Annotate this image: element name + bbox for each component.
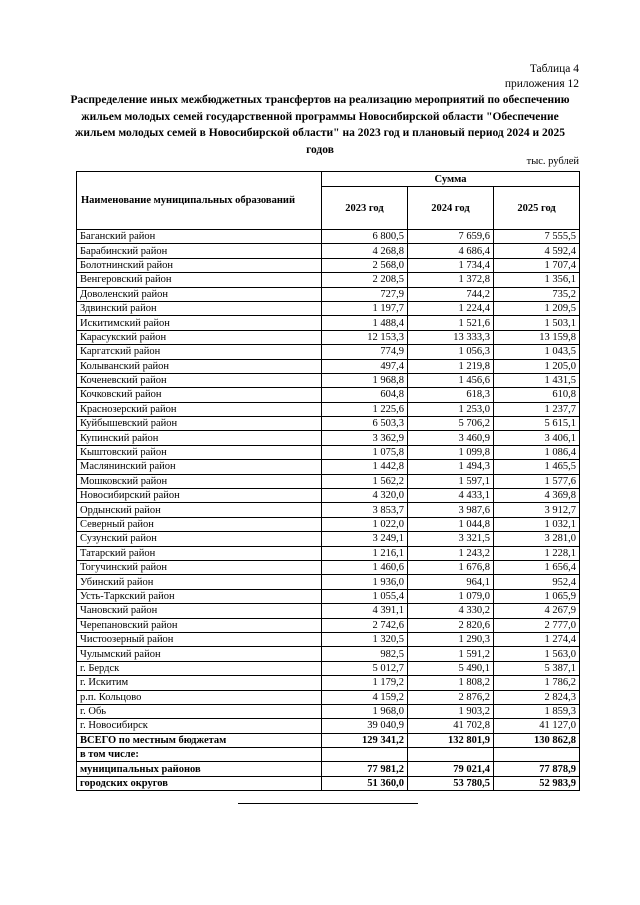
table-row <box>77 647 580 661</box>
amount-2025-cell: 3 406,1 <box>494 431 580 445</box>
amount-2025-cell: 3 912,7 <box>494 503 580 517</box>
municipal-districts-row <box>77 762 580 776</box>
amount-2025-cell: 1 859,3 <box>494 704 580 718</box>
municipality-name-cell: Тогучинский район <box>77 560 322 574</box>
table-row <box>77 517 580 531</box>
municipality-name-cell: г. Новосибирск <box>77 719 322 733</box>
table-row <box>77 546 580 560</box>
amount-2023-cell: 12 153,3 <box>322 330 408 344</box>
municipality-name-cell: Сузунский район <box>77 532 322 546</box>
units-label: тыс. рублей <box>526 156 579 167</box>
amount-2025-cell: 952,4 <box>494 575 580 589</box>
bottom-divider <box>238 803 418 804</box>
table-row <box>77 273 580 287</box>
municipality-name-cell: Здвинский район <box>77 301 322 315</box>
column-header-2024: 2024 год <box>408 187 494 230</box>
amount-2023-cell: 3 853,7 <box>322 503 408 517</box>
table-row <box>77 489 580 503</box>
amount-2024-cell: 1 219,8 <box>408 359 494 373</box>
table-row <box>77 388 580 402</box>
amount-2025-cell: 41 127,0 <box>494 719 580 733</box>
amount-2025-cell: 1 356,1 <box>494 273 580 287</box>
total-2025: 130 862,8 <box>494 733 580 747</box>
table-row <box>77 632 580 646</box>
municipality-name-cell: Чановский район <box>77 604 322 618</box>
amount-2025-cell: 2 777,0 <box>494 618 580 632</box>
amount-2023-cell: 4 268,8 <box>322 244 408 258</box>
table-row <box>77 301 580 315</box>
amount-2025-cell: 1 707,4 <box>494 258 580 272</box>
amount-2025-cell: 1 065,9 <box>494 589 580 603</box>
amount-2024-cell: 1 591,2 <box>408 647 494 661</box>
amount-2024-cell: 13 333,3 <box>408 330 494 344</box>
municipality-name-cell: р.п. Кольцово <box>77 690 322 704</box>
amount-2024-cell: 3 460,9 <box>408 431 494 445</box>
amount-2023-cell: 2 208,5 <box>322 273 408 287</box>
table-row <box>77 345 580 359</box>
table-row <box>77 575 580 589</box>
amount-2025-cell: 1 577,6 <box>494 474 580 488</box>
table-row <box>77 460 580 474</box>
column-header-2025: 2025 год <box>494 187 580 230</box>
municipality-name-cell: Мошковский район <box>77 474 322 488</box>
amount-2025-cell: 1 503,1 <box>494 316 580 330</box>
municipality-name-cell: Убинский район <box>77 575 322 589</box>
appendix-label: приложения 12 <box>504 78 579 90</box>
amount-2023-cell: 4 159,2 <box>322 690 408 704</box>
urban-2025: 52 983,9 <box>494 776 580 790</box>
amount-2024-cell: 1 734,4 <box>408 258 494 272</box>
municipality-name-cell: Венгеровский район <box>77 273 322 287</box>
municipality-name-cell: Купинский район <box>77 431 322 445</box>
table-row <box>77 474 580 488</box>
amount-2024-cell: 1 808,2 <box>408 676 494 690</box>
municipality-name-cell: Новосибирский район <box>77 489 322 503</box>
municipality-name-cell: Баганский район <box>77 230 322 244</box>
amount-2024-cell: 3 321,5 <box>408 532 494 546</box>
amount-2024-cell: 4 433,1 <box>408 489 494 503</box>
table-row <box>77 661 580 675</box>
amount-2024-cell: 1 224,4 <box>408 301 494 315</box>
amount-2023-cell: 1 488,4 <box>322 316 408 330</box>
amount-2025-cell: 4 592,4 <box>494 244 580 258</box>
municipality-name-cell: Маслянинский район <box>77 460 322 474</box>
amount-2025-cell: 1 228,1 <box>494 546 580 560</box>
table-row <box>77 589 580 603</box>
amount-2024-cell: 4 686,4 <box>408 244 494 258</box>
table-row <box>77 359 580 373</box>
amount-2024-cell: 1 676,8 <box>408 560 494 574</box>
amount-2024-cell: 1 521,6 <box>408 316 494 330</box>
amount-2025-cell: 4 267,9 <box>494 604 580 618</box>
total-2024: 132 801,9 <box>408 733 494 747</box>
document-title: Распределение иных межбюджетных трансфертов на реализацию мероприятий по обеспечению жильем молодых семей государственной программы Новосибирской области "Обеспечение жильем молодых семей в Новосибирской области" на 2023 год и плановый период 2024 и 2025 годов <box>70 94 570 156</box>
amount-2023-cell: 1 936,0 <box>322 575 408 589</box>
amount-2023-cell: 1 225,6 <box>322 402 408 416</box>
table-row <box>77 503 580 517</box>
amount-2024-cell: 1 253,0 <box>408 402 494 416</box>
amount-2025-cell: 735,2 <box>494 287 580 301</box>
amount-2023-cell: 1 442,8 <box>322 460 408 474</box>
amount-2023-cell: 2 568,0 <box>322 258 408 272</box>
amount-2023-cell: 1 055,4 <box>322 589 408 603</box>
amount-2023-cell: 1 968,0 <box>322 704 408 718</box>
municipality-name-cell: Кочковский район <box>77 388 322 402</box>
municipality-name-cell: г. Обь <box>77 704 322 718</box>
amount-2025-cell: 1 465,5 <box>494 460 580 474</box>
total-label: ВСЕГО по местным бюджетам <box>77 733 322 747</box>
amount-2023-cell: 1 320,5 <box>322 632 408 646</box>
including-empty-2024 <box>408 748 494 762</box>
municipality-name-cell: г. Бердск <box>77 661 322 675</box>
urban-label: городских округов <box>77 776 322 790</box>
amount-2025-cell: 3 281,0 <box>494 532 580 546</box>
amount-2025-cell: 1 431,5 <box>494 373 580 387</box>
amount-2024-cell: 1 079,0 <box>408 589 494 603</box>
urban-2023: 51 360,0 <box>322 776 408 790</box>
amount-2025-cell: 5 615,1 <box>494 417 580 431</box>
municipal-2024: 79 021,4 <box>408 762 494 776</box>
municipality-name-cell: Доволенский район <box>77 287 322 301</box>
amount-2024-cell: 3 987,6 <box>408 503 494 517</box>
amount-2025-cell: 7 555,5 <box>494 230 580 244</box>
amount-2023-cell: 1 197,7 <box>322 301 408 315</box>
amount-2023-cell: 3 249,1 <box>322 532 408 546</box>
amount-2025-cell: 1 043,5 <box>494 345 580 359</box>
including-empty-2025 <box>494 748 580 762</box>
amount-2024-cell: 4 330,2 <box>408 604 494 618</box>
including-row <box>77 748 580 762</box>
table-row <box>77 560 580 574</box>
amount-2023-cell: 1 216,1 <box>322 546 408 560</box>
table-row <box>77 244 580 258</box>
table-row <box>77 258 580 272</box>
municipality-name-cell: Усть-Таркский район <box>77 589 322 603</box>
amount-2025-cell: 1 274,4 <box>494 632 580 646</box>
municipal-2023: 77 981,2 <box>322 762 408 776</box>
municipality-name-cell: Кыштовский район <box>77 445 322 459</box>
amount-2024-cell: 1 099,8 <box>408 445 494 459</box>
amount-2025-cell: 5 387,1 <box>494 661 580 675</box>
table-label: Таблица 4 <box>529 63 579 75</box>
amount-2024-cell: 1 056,3 <box>408 345 494 359</box>
amount-2023-cell: 5 012,7 <box>322 661 408 675</box>
table-row <box>77 719 580 733</box>
table-row <box>77 417 580 431</box>
amount-2023-cell: 1 022,0 <box>322 517 408 531</box>
amount-2024-cell: 744,2 <box>408 287 494 301</box>
municipal-2025: 77 878,9 <box>494 762 580 776</box>
amount-2024-cell: 2 876,2 <box>408 690 494 704</box>
total-row <box>77 733 580 747</box>
amount-2023-cell: 6 503,3 <box>322 417 408 431</box>
municipal-label: муниципальных районов <box>77 762 322 776</box>
amount-2023-cell: 4 320,0 <box>322 489 408 503</box>
municipality-name-cell: Карасукский район <box>77 330 322 344</box>
table-row <box>77 690 580 704</box>
urban-2024: 53 780,5 <box>408 776 494 790</box>
amount-2023-cell: 1 075,8 <box>322 445 408 459</box>
amount-2025-cell: 1 032,1 <box>494 517 580 531</box>
municipality-name-cell: Каргатский район <box>77 345 322 359</box>
amount-2023-cell: 982,5 <box>322 647 408 661</box>
municipality-name-cell: Колыванский район <box>77 359 322 373</box>
municipality-name-cell: Ордынский район <box>77 503 322 517</box>
table-row <box>77 402 580 416</box>
amount-2023-cell: 39 040,9 <box>322 719 408 733</box>
amount-2024-cell: 1 903,2 <box>408 704 494 718</box>
amount-2023-cell: 604,8 <box>322 388 408 402</box>
amount-2023-cell: 497,4 <box>322 359 408 373</box>
amount-2025-cell: 13 159,8 <box>494 330 580 344</box>
amount-2023-cell: 3 362,9 <box>322 431 408 445</box>
amount-2024-cell: 1 243,2 <box>408 546 494 560</box>
table-row <box>77 316 580 330</box>
municipality-name-cell: Искитимский район <box>77 316 322 330</box>
amount-2024-cell: 1 456,6 <box>408 373 494 387</box>
table-row <box>77 704 580 718</box>
table-row <box>77 532 580 546</box>
table-row <box>77 604 580 618</box>
municipality-name-cell: г. Искитим <box>77 676 322 690</box>
table-row <box>77 445 580 459</box>
amount-2025-cell: 610,8 <box>494 388 580 402</box>
amount-2024-cell: 1 044,8 <box>408 517 494 531</box>
municipality-name-cell: Куйбышевский район <box>77 417 322 431</box>
table-row <box>77 330 580 344</box>
municipality-name-cell: Черепановский район <box>77 618 322 632</box>
table-row <box>77 618 580 632</box>
total-2023: 129 341,2 <box>322 733 408 747</box>
amount-2023-cell: 2 742,6 <box>322 618 408 632</box>
amount-2023-cell: 1 179,2 <box>322 676 408 690</box>
table-row <box>77 431 580 445</box>
table-row <box>77 373 580 387</box>
amount-2024-cell: 5 706,2 <box>408 417 494 431</box>
amount-2024-cell: 964,1 <box>408 575 494 589</box>
municipality-name-cell: Северный район <box>77 517 322 531</box>
amount-2024-cell: 1 494,3 <box>408 460 494 474</box>
amount-2025-cell: 1 563,0 <box>494 647 580 661</box>
table-body <box>77 230 580 734</box>
amount-2025-cell: 1 205,0 <box>494 359 580 373</box>
municipality-name-cell: Болотнинский район <box>77 258 322 272</box>
table-row <box>77 287 580 301</box>
column-header-sum: Сумма <box>322 172 580 187</box>
amount-2024-cell: 5 490,1 <box>408 661 494 675</box>
table-summary <box>77 733 580 791</box>
amount-2023-cell: 6 800,5 <box>322 230 408 244</box>
urban-districts-row <box>77 776 580 790</box>
transfers-table <box>76 171 580 791</box>
amount-2024-cell: 7 659,6 <box>408 230 494 244</box>
table-row <box>77 230 580 244</box>
amount-2025-cell: 2 824,3 <box>494 690 580 704</box>
amount-2024-cell: 1 372,8 <box>408 273 494 287</box>
including-empty-2023 <box>322 748 408 762</box>
amount-2025-cell: 1 086,4 <box>494 445 580 459</box>
amount-2025-cell: 1 656,4 <box>494 560 580 574</box>
column-header-name: Наименование муниципальных образований <box>77 172 322 230</box>
municipality-name-cell: Коченевский район <box>77 373 322 387</box>
amount-2025-cell: 1 237,7 <box>494 402 580 416</box>
amount-2024-cell: 41 702,8 <box>408 719 494 733</box>
amount-2024-cell: 1 290,3 <box>408 632 494 646</box>
amount-2023-cell: 1 562,2 <box>322 474 408 488</box>
municipality-name-cell: Чулымский район <box>77 647 322 661</box>
column-header-2023: 2023 год <box>322 187 408 230</box>
municipality-name-cell: Татарский район <box>77 546 322 560</box>
amount-2025-cell: 1 209,5 <box>494 301 580 315</box>
amount-2023-cell: 1 968,8 <box>322 373 408 387</box>
amount-2025-cell: 4 369,8 <box>494 489 580 503</box>
amount-2024-cell: 1 597,1 <box>408 474 494 488</box>
amount-2023-cell: 727,9 <box>322 287 408 301</box>
table-row <box>77 676 580 690</box>
municipality-name-cell: Барабинский район <box>77 244 322 258</box>
amount-2023-cell: 774,9 <box>322 345 408 359</box>
municipality-name-cell: Чистоозерный район <box>77 632 322 646</box>
including-label: в том числе: <box>77 748 322 762</box>
amount-2023-cell: 1 460,6 <box>322 560 408 574</box>
amount-2023-cell: 4 391,1 <box>322 604 408 618</box>
amount-2024-cell: 2 820,6 <box>408 618 494 632</box>
municipality-name-cell: Краснозерский район <box>77 402 322 416</box>
amount-2024-cell: 618,3 <box>408 388 494 402</box>
amount-2025-cell: 1 786,2 <box>494 676 580 690</box>
